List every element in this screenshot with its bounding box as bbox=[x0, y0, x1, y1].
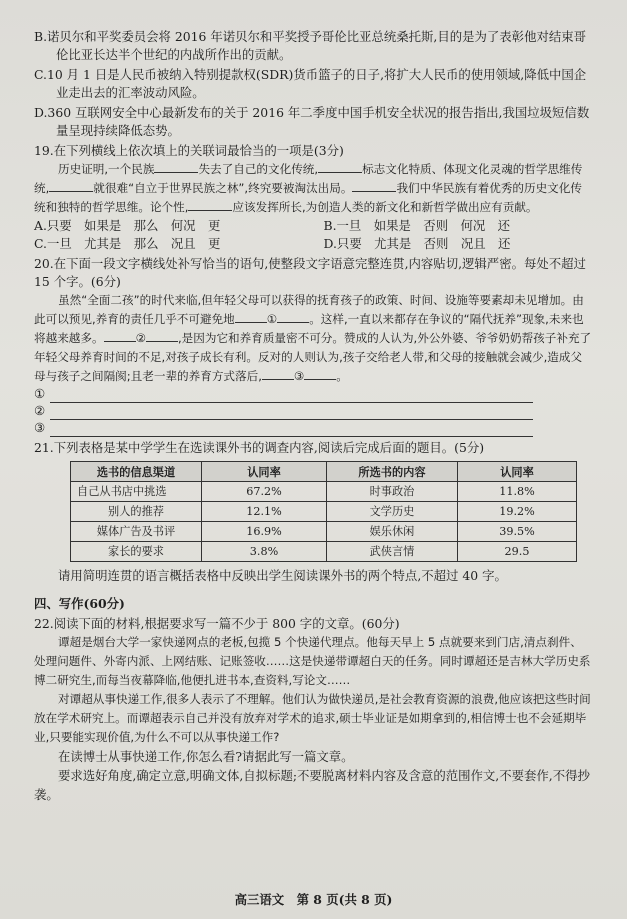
q19-choice-a: A.只要 如果是 那么 何况 更 bbox=[34, 218, 221, 233]
answer-label-2: ② bbox=[34, 403, 46, 418]
header-rate-1: 认同率 bbox=[202, 462, 327, 482]
cell: 11.8% bbox=[458, 482, 577, 502]
table-row bbox=[71, 522, 577, 542]
q19-blank-5 bbox=[188, 199, 232, 211]
cell: 12.1% bbox=[202, 502, 327, 522]
answer-line-2[interactable] bbox=[34, 403, 593, 420]
q20-text-3: ,是因为它和养育质量密不可分。赞成的人认为,外公外婆、爷爷奶奶帮孩子补充了年轻父母养育时间的不足,对孩子成长有利。反对的人则认为,孩子交给老人带,和父母的接触就会减少,造成父母与孩子之间隔阂;且老一辈的养育方式落后, bbox=[34, 331, 592, 383]
cell: 别人的推荐 bbox=[71, 502, 202, 522]
q19-passage bbox=[34, 160, 593, 217]
q19-blank-1 bbox=[154, 161, 198, 173]
cell: 时事政治 bbox=[327, 482, 458, 502]
q20-blank-3b bbox=[304, 368, 336, 380]
header-channel: 选书的信息渠道 bbox=[71, 462, 202, 482]
q19-choice-b: B.一旦 如果是 否则 何况 还 bbox=[323, 218, 511, 233]
answer-line-3[interactable] bbox=[34, 420, 593, 437]
q19-choices bbox=[34, 217, 593, 253]
q20-passage bbox=[34, 291, 593, 386]
q19-part-4: 就很难“自立于世界民族之林”,终究要被淘汰出局。 bbox=[93, 181, 353, 195]
q21-instruction: 请用简明连贯的语言概括表格中反映出学生阅读课外书的两个特点,不超过 40 字。 bbox=[58, 568, 507, 583]
answer-label-3: ③ bbox=[34, 420, 46, 435]
table-header-row bbox=[71, 462, 577, 482]
q22-requirement: 要求选好角度,确定立意,明确文体,自拟标题;不要脱离材料内容及含意的范围作文,不要套作,不得抄袭。 bbox=[34, 768, 590, 802]
survey-table bbox=[70, 461, 577, 562]
page-footer: 高三语文 第 8 页(共 8 页) bbox=[234, 892, 393, 907]
q19-part-2: 失去了自己的文化传统, bbox=[198, 162, 319, 176]
q20-text-2: 。这样,一直以来都存在争议的“隔代抚养”现象,未来也将越来越多。 bbox=[34, 312, 584, 345]
answer-line-1[interactable] bbox=[34, 386, 593, 403]
q22-prompt: 在读博士从事快递工作,你怎么看?请据此写一篇文章。 bbox=[58, 749, 354, 764]
q20-blank-3 bbox=[262, 368, 294, 380]
q22-stem: 22.阅读下面的材料,根据要求写一篇不少于 800 字的文章。(60分) bbox=[34, 616, 400, 631]
option-d: D.360 互联网安全中心最新发布的关于 2016 年二季度中国手机安全状况的报告指出,我国垃圾短信数量呈现持续降低态势。 bbox=[34, 105, 590, 138]
q19-blank-2 bbox=[318, 161, 362, 173]
q20-blank-1b bbox=[277, 311, 309, 323]
q19-part-5: 我们中华民族有着优秀的历史文化传统和独特的哲学思维。论个性, bbox=[34, 181, 582, 214]
table-row bbox=[71, 502, 577, 522]
material-para-1: 谭超是烟台大学一家快递网点的老板,包揽 5 个快递代理点。他每天早上 5 点就要来到门店,清点刹件、处理问题件、外寄内派、上网结账、记账签收……这是快递带谭超白天的任务。同时谭超还是吉林大学历史系博二研究生,而每当夜幕降临,他便扎进书本,查资料,写论文…… bbox=[34, 635, 591, 687]
q20-marker-3: ③ bbox=[293, 369, 305, 383]
answer-label-1: ① bbox=[34, 386, 46, 401]
cell: 19.2% bbox=[458, 502, 577, 522]
q19-part-3: 标志文化特质、体现文化灵魂的哲学思维传统, bbox=[34, 162, 583, 195]
q20-marker-1: ① bbox=[266, 312, 278, 326]
q19-blank-3 bbox=[49, 180, 93, 192]
option-c: C.10 月 1 日是人民币被纳入特别提款权(SDR)货币篮子的日子,将扩大人民币的使用领域,降低中国企业走出去的汇率波动风险。 bbox=[34, 67, 587, 100]
q20-marker-2: ② bbox=[135, 331, 146, 345]
cell: 29.5 bbox=[458, 542, 577, 562]
section-4-title: 四、写作(60分) bbox=[34, 596, 125, 611]
q20-answer-lines bbox=[34, 386, 593, 437]
cell: 16.9% bbox=[202, 522, 327, 542]
table-row bbox=[71, 542, 577, 562]
cell: 武侠言情 bbox=[327, 542, 458, 562]
cell: 文学历史 bbox=[327, 502, 458, 522]
q19-part-1: 历史证明,一个民族 bbox=[58, 162, 155, 176]
cell: 娱乐休闲 bbox=[327, 522, 458, 542]
q20-text-1: 虽然“全面二孩”的时代来临,但年轻父母可以获得的抚育孩子的政策、时间、设施等要素却未见增加。由此可以预见,养育的责任几乎不可避免地 bbox=[34, 293, 584, 326]
cell: 3.8% bbox=[202, 542, 327, 562]
q19-stem: 19.在下列横线上依次填上的关联词最恰当的一项是(3分) bbox=[34, 143, 344, 158]
q20-blank-1 bbox=[235, 311, 267, 323]
material-para-2: 对谭超从事快递工作,很多人表示了不理解。他们认为做快递员,是社会教育资源的浪费,他应该把这些时间放在学术研究上。而谭超表示自己并没有放弃对学术的追求,硕士毕业证是如期拿到的,相信博士也不会延期毕业,只要能实现价值,为什么不可以从事快递工作? bbox=[34, 692, 591, 744]
q20-stem: 20.在下面一段文字横线处补写恰当的语句,使整段文字语意完整连贯,内容贴切,逻辑严密。每处不超过 15 个字。(6分) bbox=[34, 256, 586, 289]
q20-blank-2 bbox=[104, 330, 136, 342]
cell: 39.5% bbox=[458, 522, 577, 542]
header-rate-2: 认同率 bbox=[458, 462, 577, 482]
cell: 67.2% bbox=[202, 482, 327, 502]
q19-choice-d: D.只要 尤其是 否则 况且 还 bbox=[323, 236, 511, 251]
cell: 家长的要求 bbox=[71, 542, 202, 562]
option-b: B.诺贝尔和平奖委员会将 2016 年诺贝尔和平奖授予哥伦比亚总统桑托斯,目的是为了表彰他对结束哥伦比亚长达半个世纪的内战所作出的贡献。 bbox=[34, 29, 587, 62]
q19-blank-4 bbox=[352, 180, 396, 192]
q19-part-6: 应该发挥所长,为创造人类的新文化和新哲学做出应有贡献。 bbox=[232, 200, 538, 214]
q20-blank-2b bbox=[146, 330, 178, 342]
q19-choice-c: C.一旦 尤其是 那么 况且 更 bbox=[34, 236, 221, 251]
q21-stem: 21.下列表格是某中学学生在选读课外书的调查内容,阅读后完成后面的题目。(5分) bbox=[34, 440, 485, 455]
cell: 自己从书店中挑选 bbox=[71, 482, 202, 502]
header-content: 所选书的内容 bbox=[327, 462, 458, 482]
table-row bbox=[71, 482, 577, 502]
cell: 媒体广告及书评 bbox=[71, 522, 202, 542]
q20-text-4: 。 bbox=[336, 369, 348, 383]
